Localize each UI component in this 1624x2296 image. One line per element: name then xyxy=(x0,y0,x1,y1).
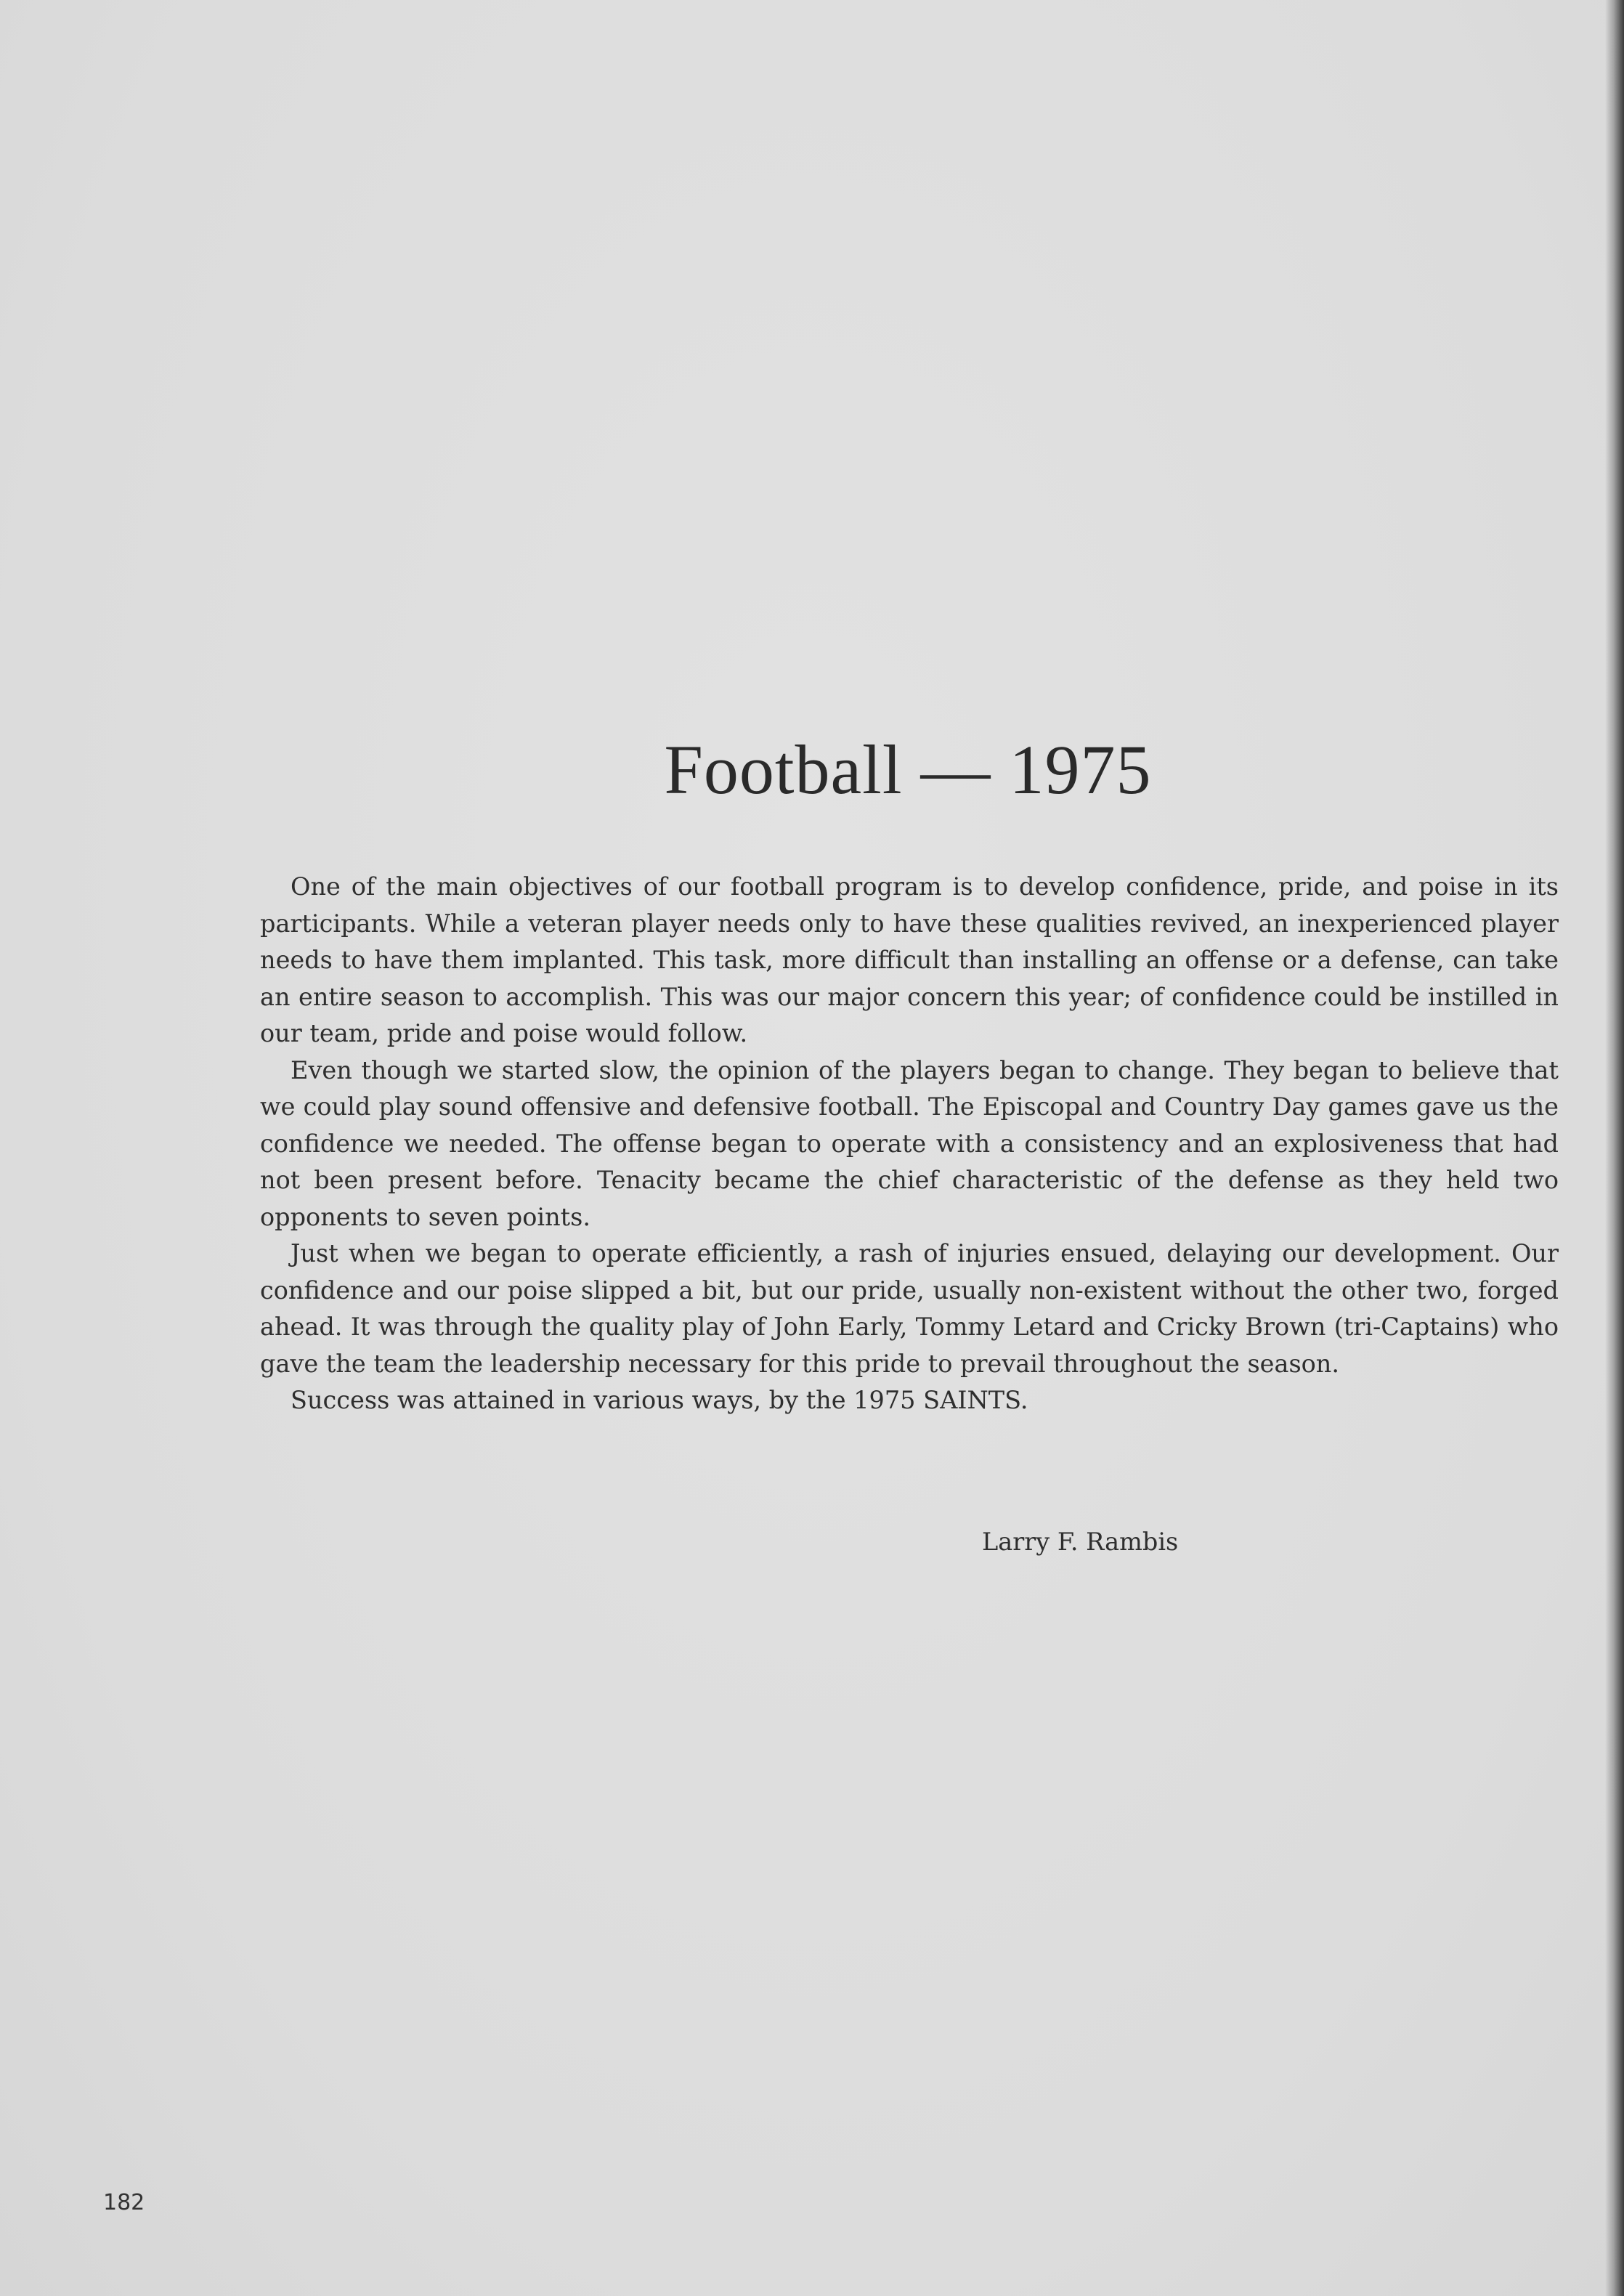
page-edge-shadow xyxy=(1605,0,1624,2296)
paragraph-1: One of the main objectives of our football program is to develop confidence, pride, and poise in its participants. While a veteran player needs only to have these qualities revived, an inexperienced player needs to have them implanted. This task, more difficult than installing an offense or a defense, can take an entire season to accomplish. This was our major concern this year; of confidence could be instilled in our team, pride and poise would follow. xyxy=(260,872,1559,1047)
paragraph-4: Success was attained in various ways, by the 1975 SAINTS. xyxy=(291,1386,1028,1414)
article-body xyxy=(260,869,1559,1419)
page-title: Football — 1975 xyxy=(664,731,1152,808)
paragraph-2: Even though we started slow, the opinion of the players began to change. They began to believe that we could play sound offensive and defensive football. The Episcopal and Country Day games gave us the confidence we needed. The offense began to operate with a consistency and an explosiveness that had not been present before. Tenacity became the chief characteristic of the defense as they held two opponents to seven points. xyxy=(260,1055,1559,1231)
paragraph-3: Just when we began to operate efficiently, a rash of injuries ensued, delaying our development. Our confidence and our poise slipped a bit, but our pride, usually non-existent without the other two, forged ahead. It was through the quality play of John Early, Tommy Letard and Cricky Brown (tri-Captains) who gave the team the leadership necessary for this pride to prevail throughout the season. xyxy=(260,1239,1559,1378)
page-number: 182 xyxy=(103,2190,145,2215)
author-signature: Larry F. Rambis xyxy=(982,1528,1179,1556)
